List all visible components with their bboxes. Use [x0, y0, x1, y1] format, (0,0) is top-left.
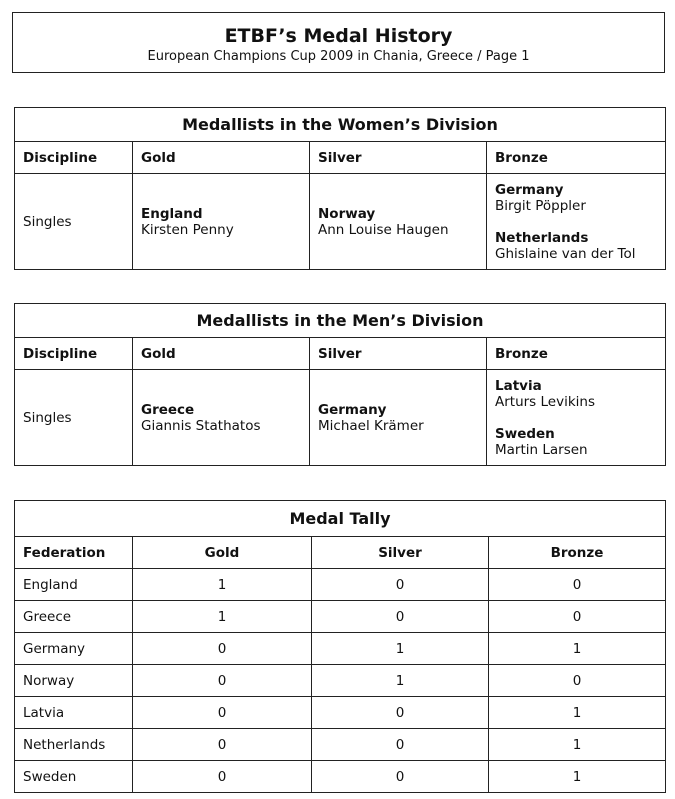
bronze-cell [487, 370, 666, 466]
bronze-country: Netherlands [495, 229, 589, 246]
silver-count: 0 [312, 761, 489, 793]
table-row [15, 729, 666, 761]
women-medallists-table [14, 107, 666, 270]
table-row [15, 569, 666, 601]
column-header-gold: Gold [133, 537, 312, 569]
column-header-bronze: Bronze [487, 338, 666, 370]
page-subtitle: European Champions Cup 2009 in Chania, Greece / Page 1 [147, 49, 530, 64]
silver-country: Germany [318, 401, 387, 418]
bronze-athlete: Arturs Levikins [495, 393, 595, 410]
silver-count: 0 [312, 729, 489, 761]
gold-count: 0 [133, 761, 312, 793]
bronze-count: 0 [489, 665, 666, 697]
table-row [15, 633, 666, 665]
gold-athlete: Giannis Stathatos [141, 417, 261, 434]
bronze-athlete: Birgit Pöppler [495, 197, 586, 214]
federation-cell: Greece [15, 601, 133, 633]
silver-athlete: Michael Krämer [318, 417, 424, 434]
bronze-count: 0 [489, 601, 666, 633]
men-table-caption: Medallists in the Men’s Division [15, 304, 666, 338]
federation-cell: Norway [15, 665, 133, 697]
column-header-silver: Silver [310, 142, 487, 174]
bronze-country: Germany [495, 181, 564, 198]
gold-cell [133, 370, 310, 466]
silver-count: 0 [312, 697, 489, 729]
column-header-discipline: Discipline [15, 338, 133, 370]
table-row [15, 697, 666, 729]
women-table-caption: Medallists in the Women’s Division [15, 108, 666, 142]
gold-count: 1 [133, 569, 312, 601]
silver-count: 1 [312, 633, 489, 665]
federation-cell: Netherlands [15, 729, 133, 761]
column-header-bronze: Bronze [489, 537, 666, 569]
men-medallists-table [14, 303, 666, 466]
gold-country: Greece [141, 401, 195, 418]
silver-athlete: Ann Louise Haugen [318, 221, 449, 238]
silver-count: 0 [312, 601, 489, 633]
bronze-count: 1 [489, 633, 666, 665]
table-row [15, 601, 666, 633]
silver-cell [310, 174, 487, 270]
page-title: ETBF’s Medal History [224, 25, 453, 47]
table-row [15, 370, 666, 466]
federation-cell: Latvia [15, 697, 133, 729]
discipline-cell: Singles [15, 174, 133, 270]
bronze-count: 1 [489, 761, 666, 793]
table-row [15, 174, 666, 270]
silver-count: 1 [312, 665, 489, 697]
column-header-discipline: Discipline [15, 142, 133, 174]
silver-country: Norway [318, 205, 376, 222]
silver-cell [310, 370, 487, 466]
column-header-silver: Silver [310, 338, 487, 370]
bronze-athlete: Martin Larsen [495, 441, 588, 458]
bronze-country: Sweden [495, 425, 555, 442]
gold-country: England [141, 205, 203, 222]
bronze-country: Latvia [495, 377, 542, 394]
bronze-cell [487, 174, 666, 270]
column-header-gold: Gold [133, 338, 310, 370]
tally-table-caption: Medal Tally [15, 501, 666, 537]
gold-count: 0 [133, 729, 312, 761]
document-header [12, 12, 665, 73]
federation-cell: England [15, 569, 133, 601]
gold-cell [133, 174, 310, 270]
bronze-count: 1 [489, 697, 666, 729]
column-header-bronze: Bronze [487, 142, 666, 174]
column-header-federation: Federation [15, 537, 133, 569]
medal-tally-table [14, 500, 666, 793]
table-row [15, 761, 666, 793]
gold-count: 0 [133, 697, 312, 729]
bronze-count: 0 [489, 569, 666, 601]
federation-cell: Germany [15, 633, 133, 665]
column-header-gold: Gold [133, 142, 310, 174]
gold-athlete: Kirsten Penny [141, 221, 234, 238]
bronze-athlete: Ghislaine van der Tol [495, 245, 636, 262]
federation-cell: Sweden [15, 761, 133, 793]
gold-count: 0 [133, 633, 312, 665]
gold-count: 1 [133, 601, 312, 633]
table-row [15, 665, 666, 697]
bronze-count: 1 [489, 729, 666, 761]
silver-count: 0 [312, 569, 489, 601]
column-header-silver: Silver [312, 537, 489, 569]
gold-count: 0 [133, 665, 312, 697]
discipline-cell: Singles [15, 370, 133, 466]
